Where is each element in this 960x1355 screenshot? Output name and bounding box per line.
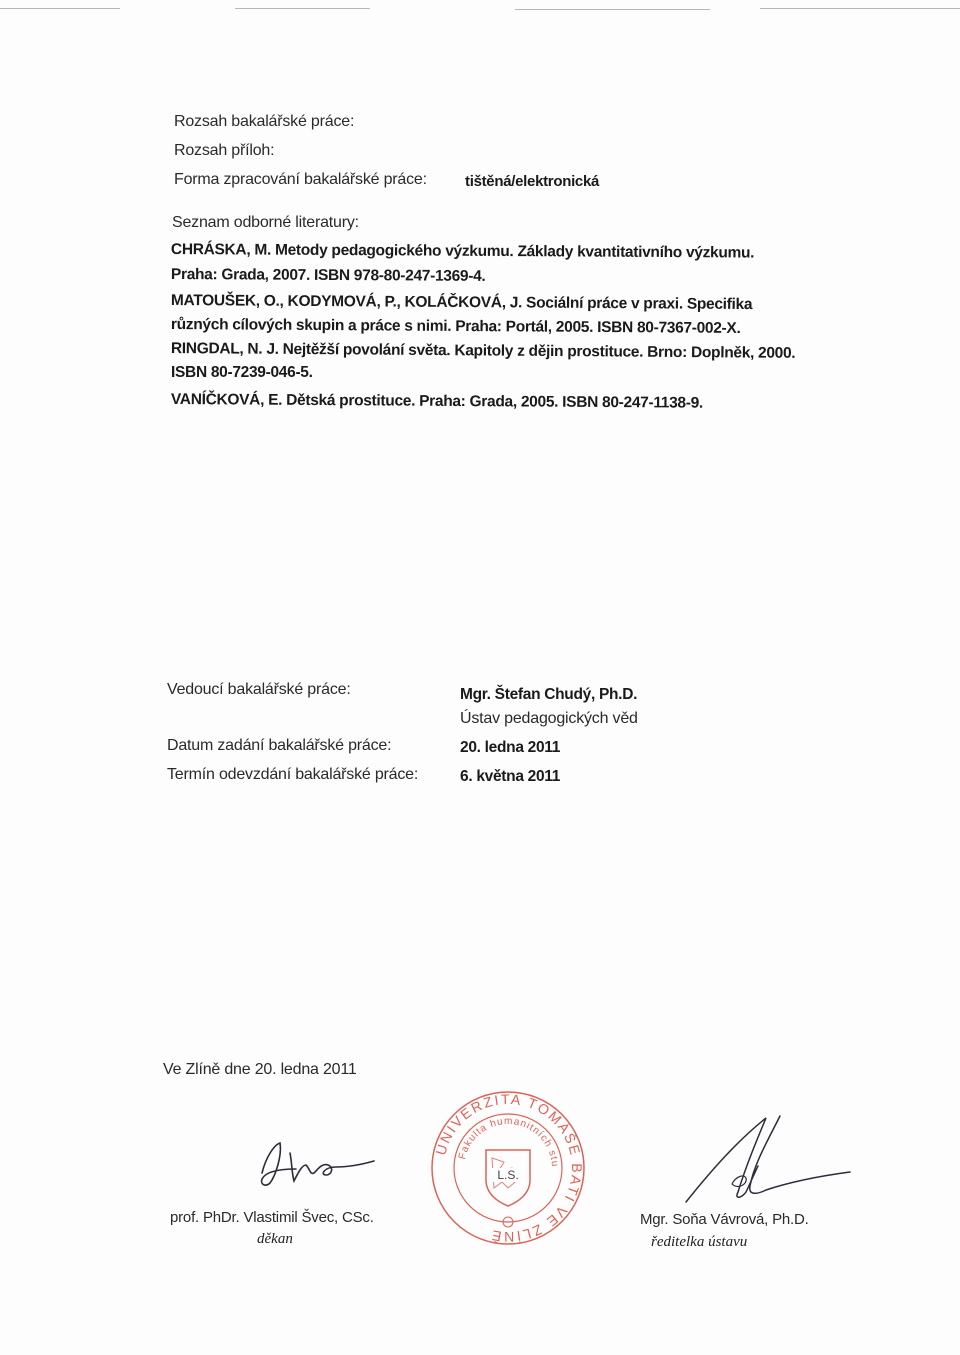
scan-artifact-line [515,9,710,10]
rozsah-priloh-label: Rozsah příloh: [174,142,275,159]
forma-value: tištěná/elektronická [465,173,600,190]
termin-value: 6. května 2011 [460,768,561,785]
vedouci-label: Vedoucí bakalářské práce: [167,681,351,698]
stamp-center-text: L.S. [497,1168,519,1182]
stamp-inner-text: Fakulta humanitních studií [424,1080,561,1168]
director-role: ředitelka ústavu [651,1234,748,1250]
literature-line: různých cílových skupin a práce s nimi. Praha: Portál, 2005. ISBN 80-7367-002-X. [170,316,741,337]
vedouci-institute: Ústav pedagogických věd [460,710,638,727]
termin-label: Termín odevzdání bakalářské práce: [167,766,419,783]
literature-line: MATOUŠEK, O., KODYMOVÁ, P., KOLÁČKOVÁ, J. Sociální práce v praxi. Specifika [170,292,753,314]
literature-line: VANÍČKOVÁ, E. Dětská prostituce. Praha: Grada, 2005. ISBN 80-247-1138-9. [170,391,704,412]
rozsah-prace-label: Rozsah bakalářské práce: [174,113,355,130]
dean-role: děkan [257,1231,293,1247]
forma-label: Forma zpracování bakalářské práce: [174,171,427,188]
faculty-stamp [424,1080,588,1248]
scan-artifact-line [760,8,960,9]
vedouci-name: Mgr. Štefan Chudý, Ph.D. [460,686,638,703]
scan-artifact-line [0,8,120,9]
datum-value: 20. ledna 2011 [460,739,561,756]
dean-signature [252,1135,382,1195]
director-name: Mgr. Soňa Vávrová, Ph.D. [640,1211,809,1228]
literature-line: RINGDAL, N. J. Nejtěžší povolání světa. Kapitoly z dějin prostituce. Brno: Doplněk, 2000. [170,340,796,362]
literature-line: ISBN 80-7239-046-5. [171,364,313,381]
stamp-outer-text: UNIVERZITA TOMÁŠE BATI VE ZLÍNĚ [432,1090,586,1246]
scan-artifact-line [235,8,370,9]
literature-heading: Seznam odborné literatury: [172,214,359,231]
literature-line: CHRÁSKA, M. Metody pedagogického výzkumu. Základy kvantitativního výzkumu. [170,241,755,262]
literature-line: Praha: Grada, 2007. ISBN 978-80-247-1369-4. [170,266,486,285]
director-signature [680,1112,860,1212]
place-date: Ve Zlíně dne 20. ledna 2011 [163,1061,357,1078]
dean-name: prof. PhDr. Vlastimil Švec, CSc. [170,1209,374,1226]
datum-label: Datum zadání bakalářské práce: [167,737,392,754]
